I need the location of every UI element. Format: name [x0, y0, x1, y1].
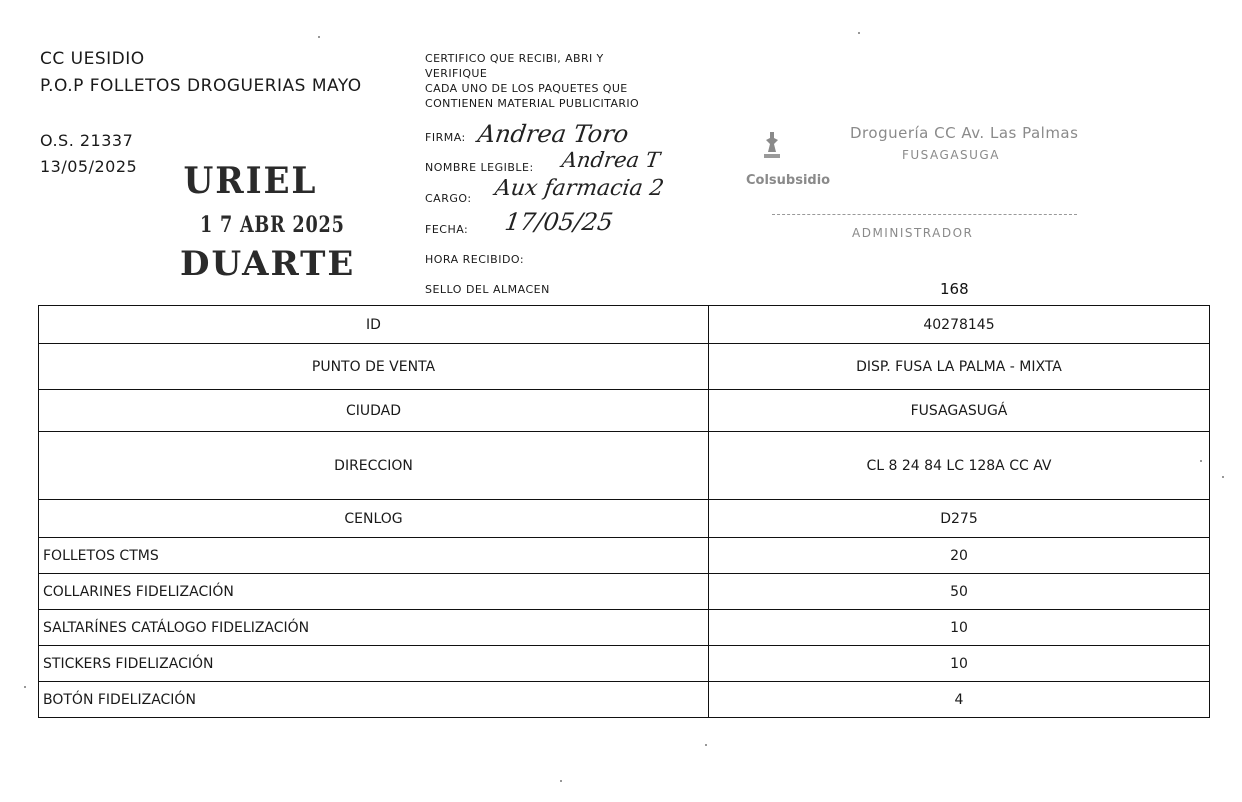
row-value: DISP. FUSA LA PALMA - MIXTA [709, 344, 1210, 390]
table-row [39, 390, 1210, 432]
table-row [39, 574, 1210, 610]
stamp-name-top: URIEL [183, 160, 318, 202]
item-quantity: 50 [709, 574, 1210, 610]
item-label: FOLLETOS CTMS [39, 538, 709, 574]
table-row [39, 432, 1210, 500]
certificate-line: VERIFIQUE [425, 67, 488, 80]
scan-speck [858, 32, 860, 34]
store-city: FUSAGASUGA [902, 148, 1000, 162]
scan-speck [1222, 476, 1224, 478]
firma-label: FIRMA: [425, 131, 466, 144]
item-label: COLLARINES FIDELIZACIÓN [39, 574, 709, 610]
fecha-value: 17/05/25 [503, 208, 615, 236]
store-logo-text: Colsubsidio [746, 173, 831, 188]
header-line-2: P.O.P FOLLETOS DROGUERIAS MAYO [40, 76, 362, 96]
delivery-table [38, 305, 1210, 718]
table-row [39, 682, 1210, 718]
nombre-label: NOMBRE LEGIBLE: [425, 161, 534, 174]
fecha-label: FECHA: [425, 223, 469, 236]
certificate-line: CONTIENEN MATERIAL PUBLICITARIO [425, 97, 640, 110]
row-label: DIRECCION [39, 432, 709, 500]
item-quantity: 10 [709, 610, 1210, 646]
nombre-value: Andrea T [560, 148, 662, 172]
row-label: CIUDAD [39, 390, 709, 432]
scan-speck [24, 686, 26, 688]
stamp-name-bottom: DUARTE [180, 244, 356, 284]
item-label: BOTÓN FIDELIZACIÓN [39, 682, 709, 718]
document-date: 13/05/2025 [40, 157, 138, 176]
service-order: O.S. 21337 [40, 131, 134, 150]
table-row [39, 500, 1210, 538]
certificate-text [425, 51, 639, 111]
item-label: STICKERS FIDELIZACIÓN [39, 646, 709, 682]
signature-line [772, 214, 1077, 215]
store-role: ADMINISTRADOR [852, 226, 974, 240]
cargo-value: Aux farmacia 2 [493, 176, 666, 201]
header-line-1: CC UESIDIO [40, 49, 145, 69]
certificate-line: CADA UNO DE LOS PAQUETES QUE [425, 82, 628, 95]
row-label: ID [39, 306, 709, 344]
scan-speck [1200, 460, 1202, 462]
scan-speck [705, 744, 707, 746]
certificate-line: CERTIFICO QUE RECIBI, ABRI Y [425, 52, 604, 65]
hora-label: HORA RECIBIDO: [425, 253, 525, 266]
item-quantity: 20 [709, 538, 1210, 574]
document-number: 168 [940, 280, 969, 298]
stamp-date: 1 7 ABR 2025 [200, 212, 345, 238]
table-row [39, 646, 1210, 682]
table-row [39, 538, 1210, 574]
item-label: SALTARÍNES CATÁLOGO FIDELIZACIÓN [39, 610, 709, 646]
row-value: FUSAGASUGÁ [709, 390, 1210, 432]
item-quantity: 4 [709, 682, 1210, 718]
table-row [39, 610, 1210, 646]
item-quantity: 10 [709, 646, 1210, 682]
cargo-label: CARGO: [425, 192, 472, 205]
row-value: 40278145 [709, 306, 1210, 344]
table-row [39, 306, 1210, 344]
store-name: Droguería CC Av. Las Palmas [850, 124, 1079, 142]
row-value: CL 8 24 84 LC 128A CC AV [709, 432, 1210, 500]
row-value: D275 [709, 500, 1210, 538]
row-label: PUNTO DE VENTA [39, 344, 709, 390]
sello-label: SELLO DEL ALMACEN [425, 283, 550, 296]
scan-speck [560, 780, 562, 782]
table-row [39, 344, 1210, 390]
row-label: CENLOG [39, 500, 709, 538]
firma-signature: Andrea Toro [476, 120, 631, 148]
scan-speck [318, 36, 320, 38]
